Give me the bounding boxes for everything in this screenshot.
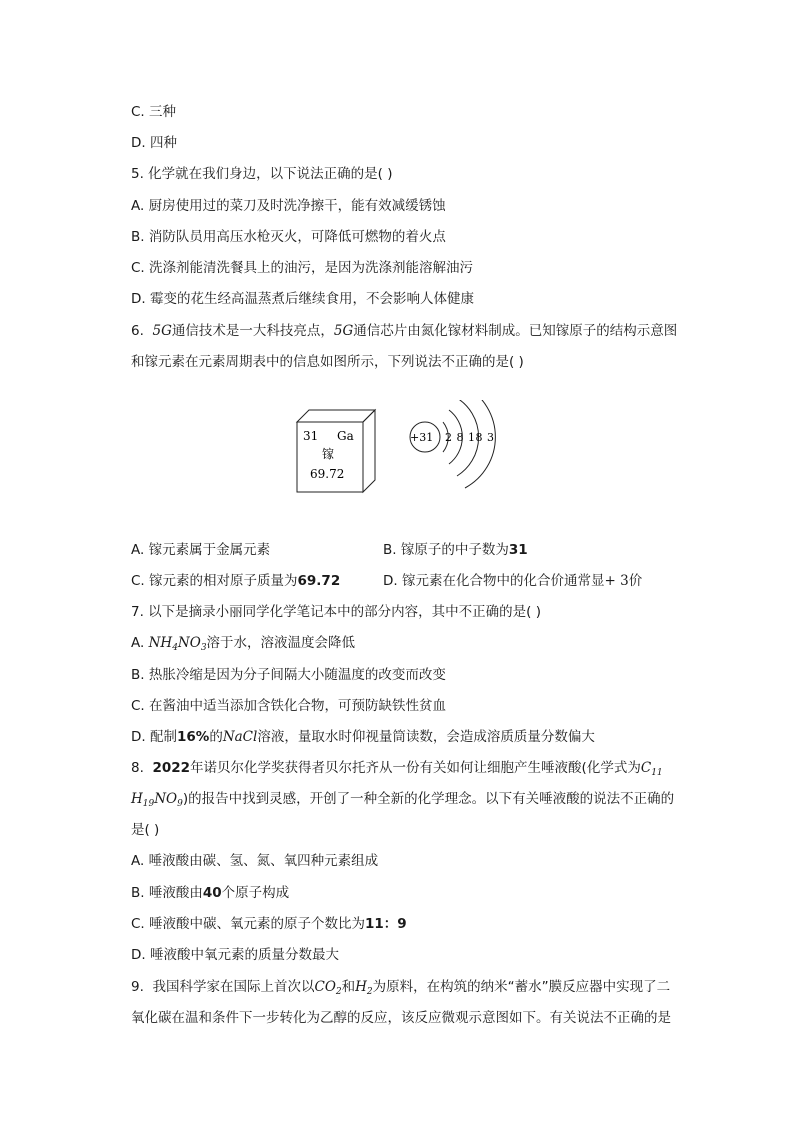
q7-option-a: A. $NH_4NO_3$溶于水，溶液温度会降低 <box>131 635 356 653</box>
q6-option-b: B. 镓原子的中子数为31 <box>383 542 528 558</box>
shell-arc <box>465 400 495 488</box>
q6-option-c: C. 镓元素的相对原子质量为69.72 <box>131 573 341 589</box>
question-6-stem-line2: 和镓元素在元素周期表中的信息如图所示，下列说法不正确的是( ) <box>131 354 524 370</box>
option-d: D. 四种 <box>131 135 177 151</box>
q7-option-d: D. 配制16%的NaCl溶液，量取水时仰视量筒读数，会造成溶质质量分数偏大 <box>131 729 595 745</box>
q7-option-c: C. 在酱油中适当添加含铁化合物，可预防缺铁性贫血 <box>131 698 447 714</box>
element-mass: 69.72 <box>310 467 345 481</box>
q6-option-a: A. 镓元素属于金属元素 <box>131 542 271 558</box>
q5-option-c: C. 洗涤剂能清洗餐具上的油污，是因为洗涤剂能溶解油污 <box>131 260 474 276</box>
question-5-stem: 5. 化学就在我们身边，以下说法正确的是( ) <box>131 166 393 182</box>
question-9-stem-line1: 9. 我国科学家在国际上首次以$CO_2$和$H_2$为原料，在构筑的纳米“蓄水”膜反应器中实现了二 <box>131 979 671 997</box>
q8-option-a: A. 唾液酸由碳、氢、氮、氧四种元素组成 <box>131 853 379 869</box>
question-8-stem-line1: 8. 2022年诺贝尔化学奖获得者贝尔托齐从一份有关如何让细胞产生唾液酸(化学式为$C_{11}$ <box>131 760 663 778</box>
element-symbol: Ga <box>337 429 354 443</box>
q5-option-b: B. 消防队员用高压水枪灭火，可降低可燃物的着火点 <box>131 229 446 245</box>
element-number: 31 <box>303 429 319 443</box>
question-8-stem-line2: $H_{19}NO_9$)的报告中找到灵感，开创了一种全新的化学理念。以下有关唾液酸的说法不正确的 <box>131 791 675 809</box>
q5-option-d: D. 霉变的花生经高温蒸煮后继续食用，不会影响人体健康 <box>131 291 474 307</box>
q7-option-b: B. 热胀冷缩是因为分子间隔大小随温度的改变而改变 <box>131 667 446 683</box>
question-6-stem-line1: 6. 5G通信技术是一大科技亮点，5G通信芯片由氮化镓材料制成。已知镓原子的结构示意图 <box>131 323 678 339</box>
q8-option-c: C. 唾液酸中碳、氧元素的原子个数比为11：9 <box>131 916 407 932</box>
nucleus-charge: +31 <box>410 431 434 444</box>
question-9-stem-line2: 氧化碳在温和条件下一步转化为乙醇的反应，该反应微观示意图如下。有关说法不正确的是 <box>131 1010 671 1026</box>
gallium-figure <box>295 400 505 518</box>
question-7-stem: 7. 以下是摘录小丽同学化学笔记本中的部分内容，其中不正确的是( ) <box>131 604 541 620</box>
atom-structure-diagram <box>410 400 495 488</box>
question-8-stem-line3: 是( ) <box>131 822 160 838</box>
q6-option-d: D. 镓元素在化合物中的化合价通常显+ 3价 <box>383 573 643 589</box>
option-c: C. 三种 <box>131 104 177 120</box>
q8-option-d: D. 唾液酸中氧元素的质量分数最大 <box>131 947 339 963</box>
element-name: 镓 <box>322 447 335 461</box>
electron-shells: 2 8 18 3 <box>445 431 495 444</box>
q8-option-b: B. 唾液酸由40个原子构成 <box>131 885 290 901</box>
q5-option-a: A. 厨房使用过的菜刀及时洗净擦干，能有效减缓锈蚀 <box>131 198 446 214</box>
element-card <box>297 410 375 492</box>
